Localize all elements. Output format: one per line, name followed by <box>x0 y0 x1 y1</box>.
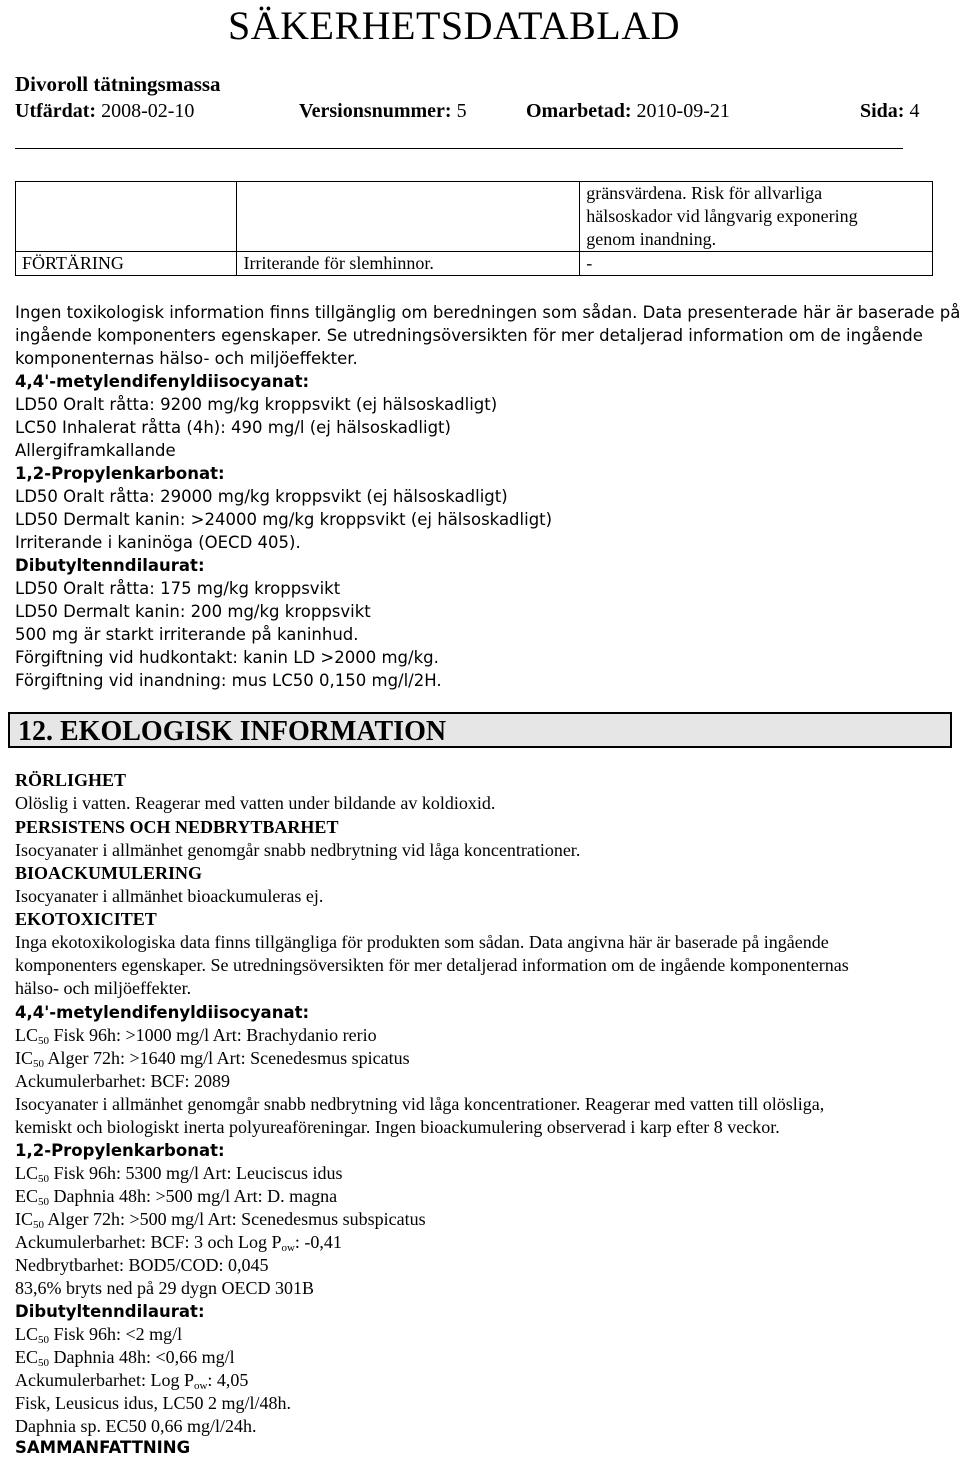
ecotoxicity-line: komponenters egenskaper. Se utredningsöversikten för mer detaljerad information om de ingående komponenternas <box>15 955 849 975</box>
bioaccumulation-heading: BIOACKUMULERING <box>15 863 203 883</box>
eco-mdi-bcf: Ackumulerbarhet: BCF: 2089 <box>15 1071 230 1091</box>
persistence-text: Isocyanater i allmänhet genomgår snabb nedbrytning vid låga koncentrationer. <box>15 840 581 860</box>
section-title: 12. EKOLOGISK INFORMATION <box>18 716 447 747</box>
eco-mdi-heading: 4,4'-metylendifenyldiisocyanat: <box>15 1003 310 1022</box>
eco-pc-heading: 1,2-Propylenkarbonat: <box>15 1141 225 1160</box>
ecotoxicity-line: hälso- och miljöeffekter. <box>15 978 192 998</box>
issued-value: 2008-02-10 <box>101 100 195 122</box>
eco-pc-ic50: $IC_{50}$ Alger 72h: >500 mg/l Art: Scenedesmus subspicatus <box>15 1209 426 1231</box>
eco-mdi-note: Isocyanater i allmänhet genomgår snabb nedbrytning vid låga koncentrationer. Reagerar med vatten till olösliga, <box>15 1094 825 1114</box>
bioaccumulation-text: Isocyanater i allmänhet bioackumuleras ej. <box>15 886 324 906</box>
version-value: 5 <box>456 100 467 122</box>
document-title: SÄKERHETSDATABLAD <box>228 3 680 48</box>
summary-heading: SAMMANFATTNING <box>15 1438 191 1457</box>
tox-mdi-line: Allergiframkallande <box>15 441 176 460</box>
tox-mdi-line: LC50 Inhalerat råtta (4h): 490 mg/l (ej hälsoskadligt) <box>15 418 451 437</box>
note-line: hälsoskador vid långvarig exponering <box>586 206 858 226</box>
route-cell: FÖRTÄRING <box>16 252 237 276</box>
table-row <box>16 252 933 276</box>
tox-dbtl-heading: Dibutyltenndilaurat: <box>15 556 205 575</box>
tox-pc-line: LD50 Dermalt kanin: >24000 mg/kg kroppsvikt (ej hälsoskadligt) <box>15 510 553 529</box>
ecotoxicity-heading: EKOTOXICITET <box>15 909 157 929</box>
ecotoxicity-line: Inga ekotoxikologiska data finns tillgängliga för produkten som sådan. Data angivna här är baserade på ingående <box>15 932 829 952</box>
tox-mdi-heading: 4,4'-metylendifenyldiisocyanat: <box>15 372 310 391</box>
eco-pc-bcf: Ackumulerbarhet: BCF: 3 och Log $P_{ow}$: -0,41 <box>15 1232 342 1254</box>
tox-dbtl-line: Förgiftning vid hudkontakt: kanin LD >2000 mg/kg. <box>15 648 439 667</box>
eco-dbtl-fish: Fisk, Leusicus idus, LC50 2 mg/l/48h. <box>15 1393 292 1413</box>
eco-dbtl-logp: Ackumulerbarhet: Log $P_{ow}$: 4,05 <box>15 1370 249 1392</box>
page-value: 4 <box>909 100 920 122</box>
section-12-header <box>8 712 952 748</box>
eco-mdi-lc50: $LC_{50}$ Fisk 96h: >1000 mg/l Art: Brachydanio rerio <box>15 1025 377 1047</box>
page-label: Sida: <box>860 100 905 122</box>
tox-dbtl-line: LD50 Dermalt kanin: 200 mg/kg kroppsvikt <box>15 602 371 621</box>
tox-pc-heading: 1,2-Propylenkarbonat: <box>15 464 225 483</box>
product-name: Divoroll tätningsmassa <box>15 72 221 96</box>
tox-intro-line: ingående komponenters egenskaper. Se utredningsöversikten för mer detaljerad information om de ingående <box>15 326 923 345</box>
eco-dbtl-daphnia: Daphnia sp. EC50 0,66 mg/l/24h. <box>15 1416 257 1436</box>
revised-date <box>526 100 730 123</box>
tox-dbtl-line: LD50 Oralt råtta: 175 mg/kg kroppsvikt <box>15 579 341 598</box>
eco-dbtl-heading: Dibutyltenndilaurat: <box>15 1302 205 1321</box>
note-line: gränsvärdena. Risk för allvarliga <box>586 183 823 203</box>
version-number <box>299 100 467 123</box>
revised-label: Omarbetad: <box>526 100 632 122</box>
issued-label: Utfärdat: <box>15 100 97 122</box>
eco-pc-lc50: $LC_{50}$ Fisk 96h: 5300 mg/l Art: Leuciscus idus <box>15 1163 343 1185</box>
mobility-text: Olöslig i vatten. Reagerar med vatten under bildande av koldioxid. <box>15 793 496 813</box>
note-cell: - <box>580 252 933 276</box>
issued-date <box>15 100 194 123</box>
tox-dbtl-line: 500 mg är starkt irriterande på kaninhud. <box>15 625 359 644</box>
eco-pc-ec50: $EC_{50}$ Daphnia 48h: >500 mg/l Art: D. magna <box>15 1186 338 1208</box>
effect-cell: Irriterande för slemhinnor. <box>237 252 580 276</box>
header-divider <box>15 148 903 149</box>
tox-pc-line: Irriterande i kaninöga (OECD 405). <box>15 533 301 552</box>
tox-intro-line: Ingen toxikologisk information finns tillgänglig om beredningen som sådan. Data presenterade här är baserade på <box>15 303 960 322</box>
tox-dbtl-line: Förgiftning vid inandning: mus LC50 0,150 mg/l/2H. <box>15 671 442 690</box>
eco-mdi-note: kemiskt och biologiskt inerta polyureaföreningar. Ingen bioackumulering observerad i karp efter 8 veckor. <box>15 1117 780 1137</box>
mobility-heading: RÖRLIGHET <box>15 770 127 790</box>
eco-pc-oecd: 83,6% bryts ned på 29 dygn OECD 301B <box>15 1278 314 1298</box>
table-row <box>16 182 933 252</box>
eco-dbtl-lc50: $LC_{50}$ Fisk 96h: <2 mg/l <box>15 1324 183 1346</box>
persistence-heading: PERSISTENS OCH NEDBRYTBARHET <box>15 817 339 837</box>
version-label: Versionsnummer: <box>299 100 452 122</box>
eco-dbtl-ec50: $EC_{50}$ Daphnia 48h: <0,66 mg/l <box>15 1347 235 1369</box>
revised-value: 2010-09-21 <box>636 100 730 122</box>
note-line: genom inandning. <box>586 229 717 249</box>
page-number <box>860 100 919 123</box>
note-cell <box>580 182 933 252</box>
eco-mdi-ic50: $IC_{50}$ Alger 72h: >1640 mg/l Art: Scenedesmus spicatus <box>15 1048 410 1070</box>
route-cell <box>16 182 237 252</box>
tox-pc-line: LD50 Oralt råtta: 29000 mg/kg kroppsvikt (ej hälsoskadligt) <box>15 487 508 506</box>
tox-intro-line: komponenternas hälso- och miljöeffekter. <box>15 349 358 368</box>
tox-mdi-line: LD50 Oralt råtta: 9200 mg/kg kroppsvikt (ej hälsoskadligt) <box>15 395 498 414</box>
exposure-effects-table <box>15 181 933 276</box>
effect-cell <box>237 182 580 252</box>
eco-pc-bod: Nedbrytbarhet: BOD5/COD: 0,045 <box>15 1255 269 1275</box>
